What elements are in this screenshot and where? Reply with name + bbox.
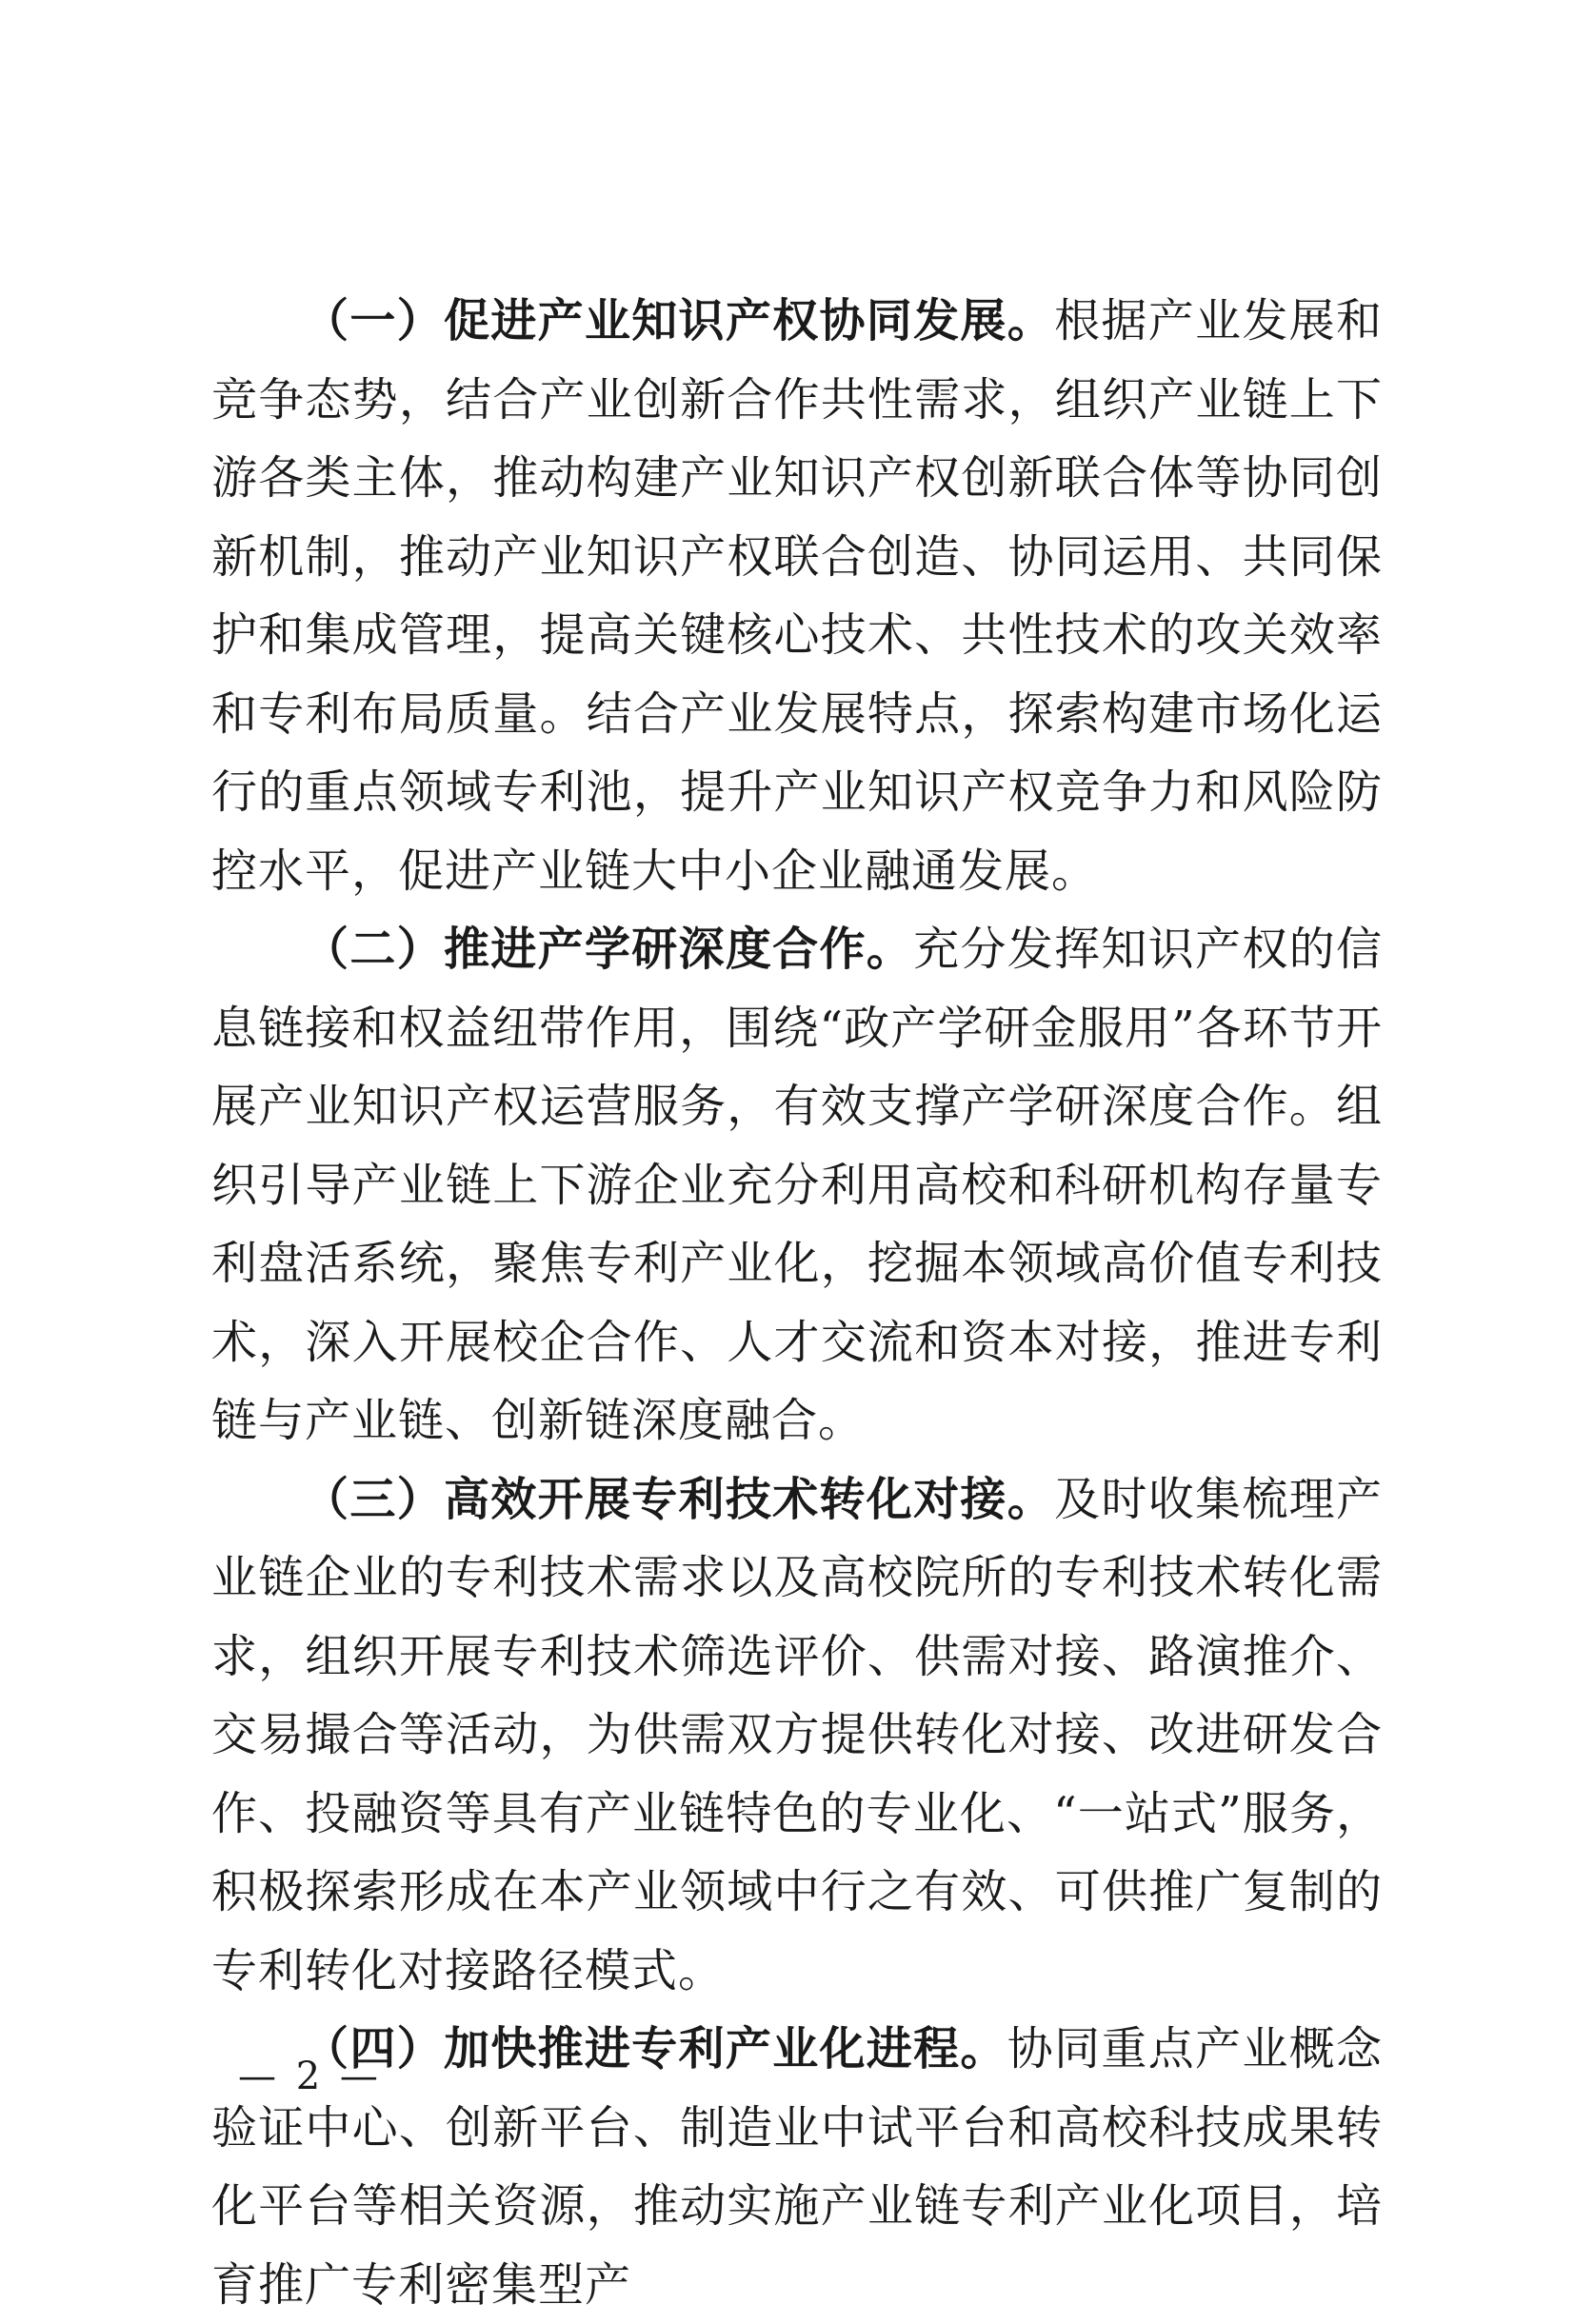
- paragraph-1-heading: （一）促进产业知识产权协同发展。: [303, 294, 1055, 348]
- paragraph-3: [211, 1460, 1383, 2011]
- paragraph-3-text: 及时收集梳理产业链企业的专利技术需求以及高校院所的专利技术转化需求，组织开展专利技术筛选评价、供需对接、路演推介、交易撮合等活动，为供需双方提供转化对接、改进研发合作、投融资等具有产业链特色的专业化、“一站式”服务，积极探索形成在本产业领域中行之有效、可供推广复制的专利转化对接路径模式。: [211, 1472, 1383, 1997]
- paragraph-2: [211, 910, 1383, 1460]
- paragraph-3-heading: （三）高效开展专利技术转化对接。: [303, 1472, 1055, 1526]
- paragraph-1: [211, 282, 1383, 910]
- paragraph-2-heading: （二）推进产学研深度合作。: [303, 923, 914, 976]
- paragraph-4-heading: （四）加快推进专利产业化进程。: [303, 2022, 1007, 2076]
- paragraph-1-text: 根据产业发展和竞争态势，结合产业创新合作共性需求，组织产业链上下游各类主体，推动构建产业知识产权创新联合体等协同创新机制，推动产业知识产权联合创造、协同运用、共同保护和集成管理，提高关键核心技术、共性技术的攻关效率和专利布局质量。结合产业发展特点，探索构建市场化运行的重点领域专利池，提升产业知识产权竞争力和风险防控水平，促进产业链大中小企业融通发展。: [211, 294, 1383, 898]
- document-body: [211, 282, 1383, 2324]
- paragraph-2-text: 充分发挥知识产权的信息链接和权益纽带作用，围绕“政产学研金服用”各环节开展产业知识产权运营服务，有效支撑产学研深度合作。组织引导产业链上下游企业充分利用高校和科研机构存量专利盘活系统，聚焦专利产业化，挖掘本领域高价值专利技术，深入开展校企合作、人才交流和资本对接，推进专利链与产业链、创新链深度融合。: [211, 923, 1383, 1447]
- page-number: — 2 —: [238, 2055, 382, 2098]
- paragraph-4-text: 协同重点产业概念验证中心、创新平台、制造业中试平台和高校科技成果转化平台等相关资源，推动实施产业链专利产业化项目，培育推广专利密集型产: [211, 2022, 1383, 2312]
- paragraph-4: [211, 2010, 1383, 2324]
